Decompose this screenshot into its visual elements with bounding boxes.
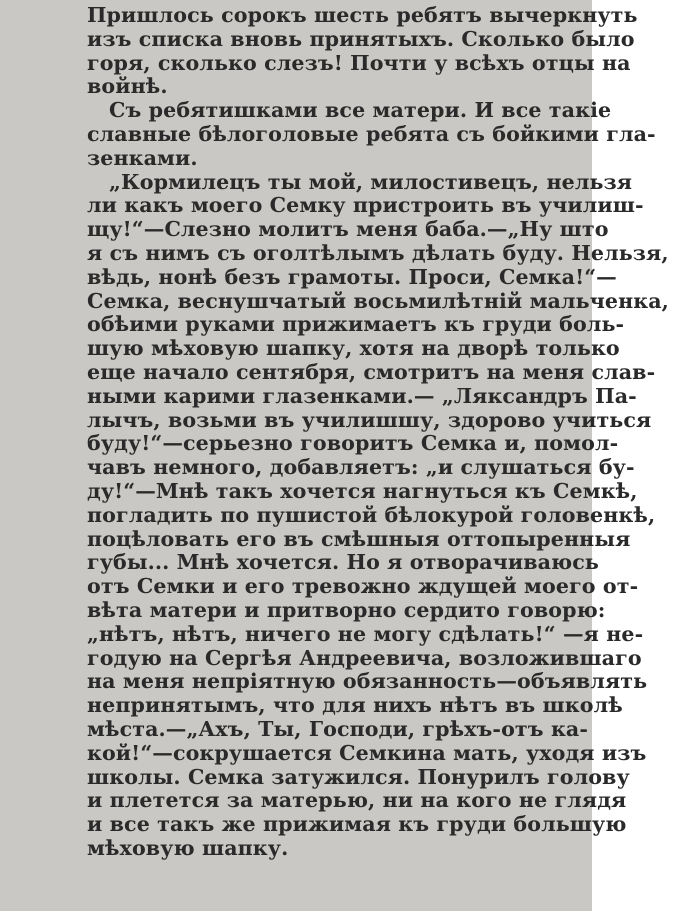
text-line: кой!“—сокрушается Семкина мать, уходя изъ — [87, 740, 647, 765]
text-line: изъ списка вновь принятыхъ. Сколько было — [87, 26, 635, 51]
text-line: щу!“—Слезно молитъ меня баба.—„Ну што — [87, 217, 609, 242]
text-line: Пришлось сорокъ шесть ребятъ вычеркнуть — [87, 3, 638, 27]
text-line: обѣими руками прижимаетъ къ груди боль- — [87, 312, 625, 337]
text-line: и плетется за матерью, ни на кого не глядя — [87, 788, 627, 813]
text-line: вѣта матери и притворно сердито говорю: — [87, 597, 606, 622]
text-line: на меня непріятную обязанность—объявлять — [87, 669, 648, 694]
text-line: губы... Мнѣ хочется. Но я отворачиваюсь — [87, 550, 599, 575]
text-line: поцѣловать его въ смѣшныя оттопыренныя — [87, 526, 631, 551]
text-line: „Кормилецъ ты мой, милостивецъ, нельзя — [109, 169, 633, 194]
text-line: погладить по пушистой бѣлокурой головенкѣ, — [87, 502, 656, 527]
text-line: ными карими глазенками.— „Ляксандръ Па- — [87, 383, 637, 408]
paragraph-2 — [87, 98, 656, 170]
text-line: отъ Семки и его тревожно ждущей моего от- — [87, 574, 639, 599]
text-line: славные бѣлоголовые ребята съ бойкими гла- — [87, 121, 656, 146]
text-line: горя, сколько слезъ! Почти у всѣхъ отцы на — [87, 50, 631, 75]
text-line: и все такъ же прижимая къ груди большую — [87, 812, 627, 837]
text-line: мѣховую шапку. — [87, 835, 289, 860]
text-line: войнѣ. — [87, 74, 168, 99]
text-line: „нѣтъ, нѣтъ, ничего не могу сдѣлать!“ —я не- — [87, 621, 644, 646]
text-line: лычъ, возьми въ училишшу, здорово учиться — [87, 407, 652, 432]
paragraph-1 — [87, 3, 638, 99]
text-line: еще начало сентября, смотритъ на меня слав- — [87, 359, 656, 384]
text-line: вѣдь, нонѣ безъ грамоты. Проси, Семка!“— — [87, 264, 617, 289]
text-line: зенками. — [87, 145, 198, 170]
text-line: мѣста.—„Ахъ, Ты, Господи, грѣхъ-отъ ка- — [87, 716, 589, 741]
paragraph-3 — [87, 169, 669, 861]
text-line: чавъ немного, добавляетъ: „и слушаться бу- — [87, 455, 635, 480]
text-line: ду!“—Мнѣ такъ хочется нагнуться къ Семкѣ, — [87, 478, 638, 503]
text-line: шую мѣховую шапку, хотя на дворѣ только — [87, 336, 620, 361]
text-line: годую на Сергѣя Андреевича, возложившаго — [87, 645, 642, 670]
text-block — [87, 3, 669, 861]
text-line: Съ ребятишками все матери. И все такіе — [109, 98, 612, 123]
text-line: непринятымъ, что для нихъ нѣтъ въ школѣ — [87, 693, 623, 718]
text-line: я съ нимъ съ оголтѣлымъ дѣлать буду. Нельзя, — [87, 240, 669, 265]
text-line: школы. Семка затужился. Понурилъ голову — [87, 764, 630, 789]
text-line: ли какъ моего Семку пристроить въ училиш- — [87, 193, 644, 218]
text-line: Семка, веснушчатый восьмилѣтній мальченка, — [87, 288, 669, 313]
text-line: буду!“—серьезно говоритъ Семка и, помол- — [87, 431, 619, 456]
